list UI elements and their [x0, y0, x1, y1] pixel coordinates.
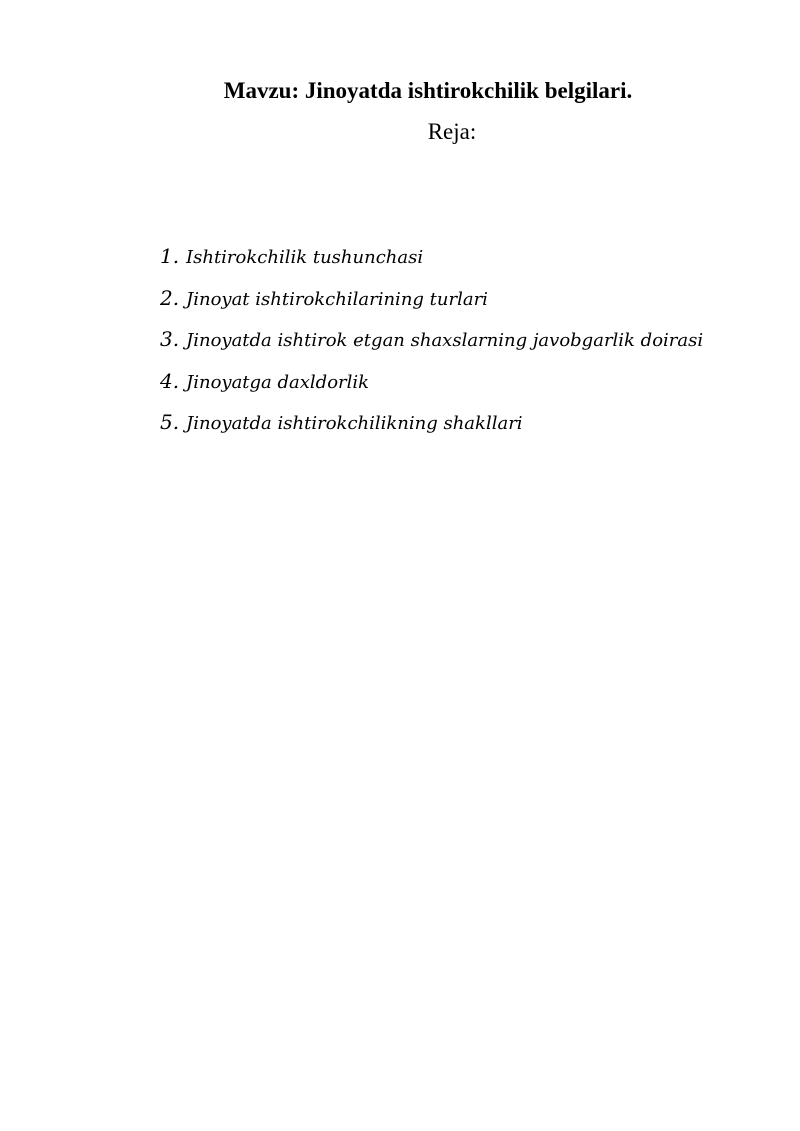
list-item — [160, 286, 703, 328]
plan-heading: Reja: — [427, 119, 477, 144]
page-title: Mavzu: Jinoyatda ishtirokchilik belgilari. — [223, 78, 633, 103]
list-item-text: Jinoyatga daxldorlik — [186, 371, 370, 393]
list-item-text: Jinoyatda ishtirokchilikning shakllari — [186, 413, 523, 434]
list-item-text: Jinoyatda ishtirok etgan shaxslarning javobgarlik doirasi — [186, 330, 704, 351]
list-item-number: 5. — [160, 410, 180, 434]
list-item-text: Jinoyat ishtirokchilarining turlari — [186, 288, 488, 310]
list-item — [160, 369, 703, 411]
list-item — [160, 410, 703, 452]
list-item — [160, 327, 703, 369]
list-item-text: Ishtirokchilik tushunchasi — [186, 247, 424, 268]
list-item-number: 3. — [160, 327, 180, 351]
list-item-number: 2. — [160, 285, 180, 310]
plan-list — [160, 244, 703, 452]
list-item-number: 4. — [160, 368, 180, 393]
list-item-number: 1. — [160, 244, 180, 268]
list-item — [160, 244, 703, 286]
